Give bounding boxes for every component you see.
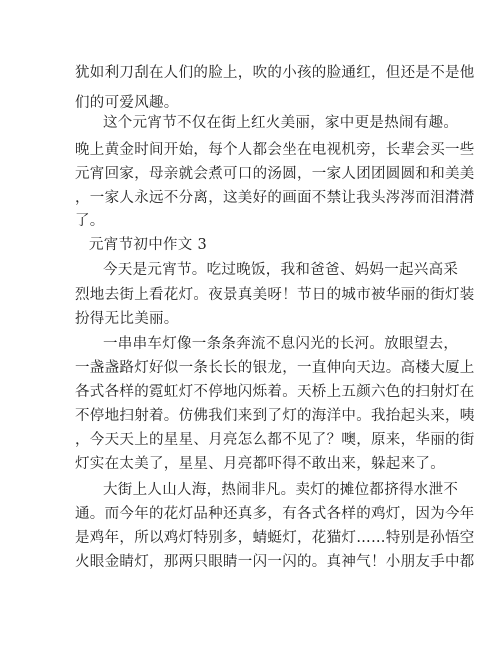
text-line: ，一家人永远不分离，这美好的画面不禁让我头涔涔而泪潸潸	[75, 190, 475, 206]
text-line: 是鸡年，所以鸡灯特别多，蜻蜓灯，花猫灯……特别是孙悟空	[75, 530, 475, 546]
text-line: 烈地去街上看花灯。夜景真美呀！节日的城市被华丽的街灯装	[75, 287, 475, 303]
paragraph-start-line: 这个元宵节不仅在街上红火美丽，家中更是热闹有趣。	[103, 115, 459, 131]
text-line: 扮得无比美丽。	[75, 311, 179, 327]
text-line: 了。	[75, 213, 105, 229]
text-line: 一盏盏路灯好似一条长长的银龙，一直伸向天边。高楼大厦上	[75, 360, 475, 376]
text-line: 火眼金睛灯，那两只眼睛一闪一闪的。真神气！小朋友手中都	[75, 554, 475, 570]
text-line: 犹如利刀刮在人们的脸上，吹的小孩的脸通红，但还是不是他	[75, 65, 475, 81]
text-line: 不停地扫射着。仿佛我们来到了灯的海洋中。我抬起头来，咦	[75, 408, 475, 424]
text-line: 们的可爱风趣。	[75, 95, 179, 111]
text-line: 各式各样的霓虹灯不停地闪烁着。天桥上五颜六色的扫射灯在	[75, 384, 475, 400]
section-heading: 元宵节初中作文 3	[89, 237, 208, 253]
paragraph-start-line: 大街上人山人海，热闹非凡。卖灯的摊位都挤得水泄不	[103, 482, 459, 498]
text-line: 晚上黄金时间开始，每个人都会坐在电视机旁，长辈会买一些	[75, 142, 475, 158]
text-line: 通。而今年的花灯品种还真多，有各式各样的鸡灯，因为今年	[75, 506, 475, 522]
text-line: ，今天天上的星星、月亮怎么都不见了？噢，原来，华丽的街	[75, 432, 475, 448]
text-line: 灯实在太美了，星星、月亮都吓得不敢出来，躲起来了。	[75, 456, 445, 472]
paragraph-start-line: 今天是元宵节。吃过晚饭，我和爸爸、妈妈一起兴高采	[103, 262, 459, 278]
text-line: 元宵回家，母亲就会煮可口的汤圆，一家人团团圆圆和和美美	[75, 166, 475, 182]
paragraph-start-line: 一串串车灯像一条条奔流不息闪光的长河。放眼望去，	[103, 336, 459, 352]
